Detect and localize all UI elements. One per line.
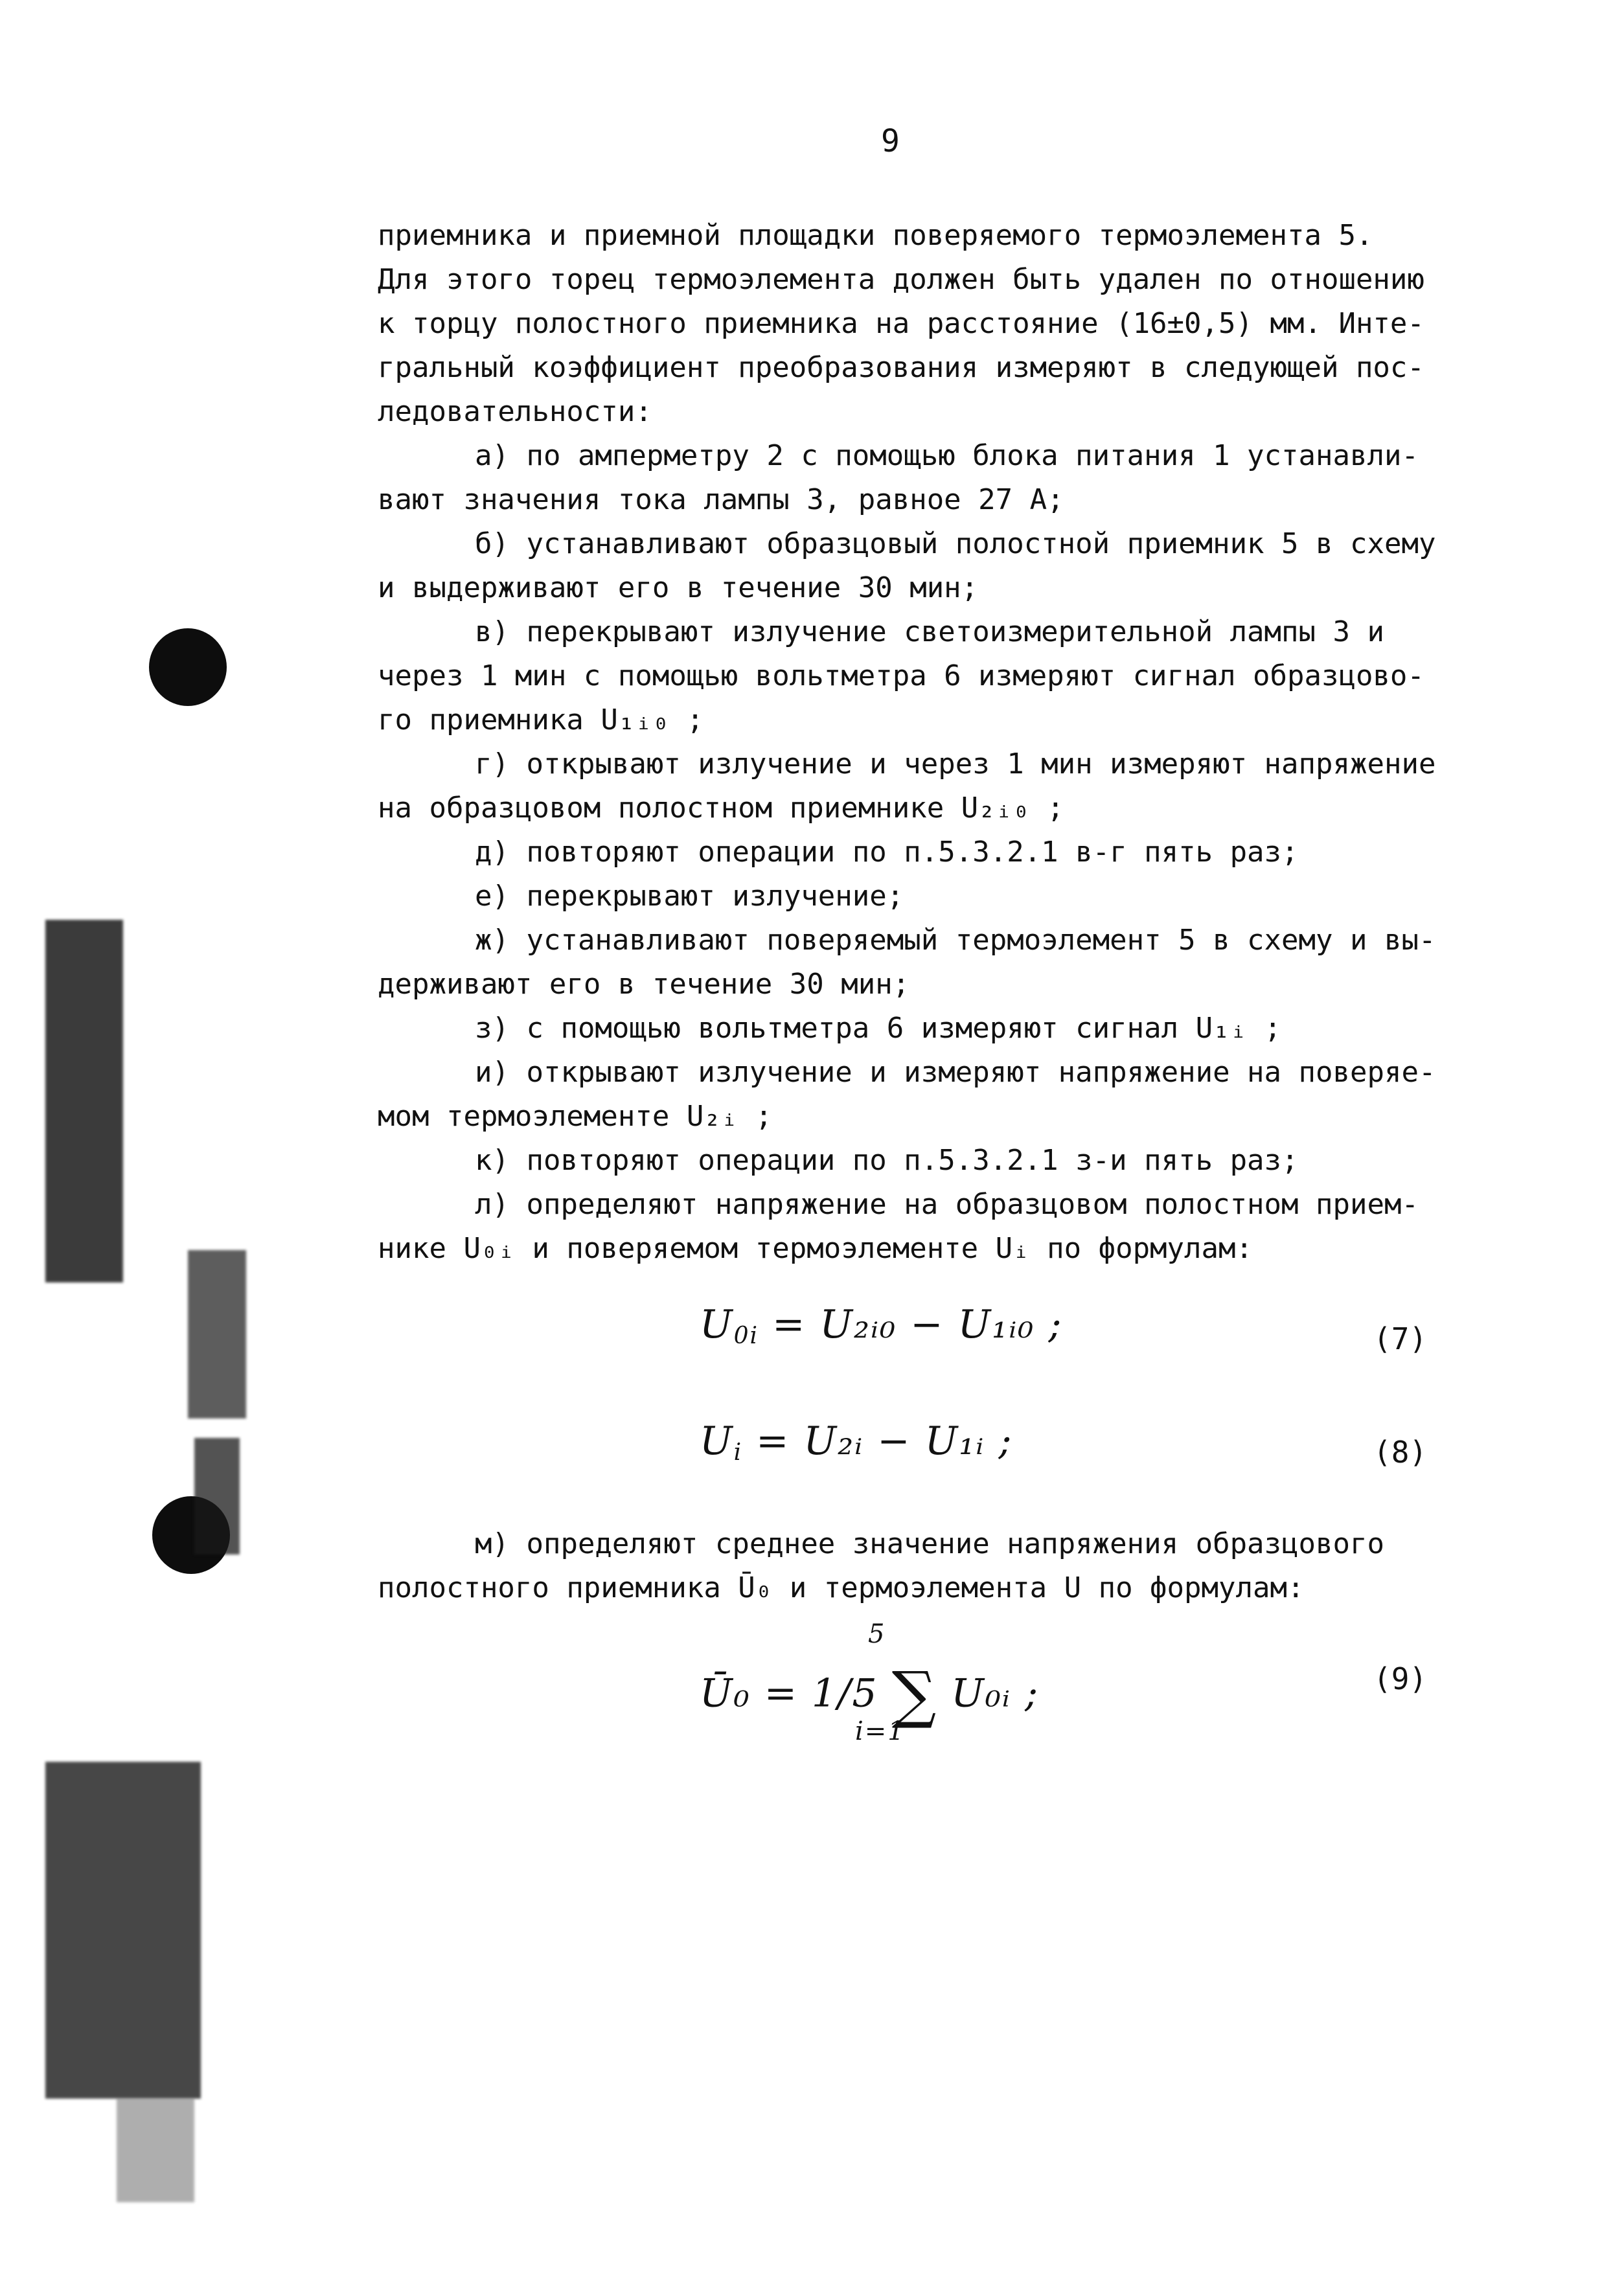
text-line: нике U₀ᵢ и поверяемом термоэлементе Uᵢ по формулам:: [378, 1232, 1253, 1265]
body-text: [378, 214, 1492, 1271]
formula-9-sum-bottom: i=1: [855, 1716, 906, 1746]
scan-smudge: [194, 1438, 240, 1555]
formula-9-number: (9): [1373, 1661, 1428, 1696]
formula-8-number: (8): [1373, 1435, 1428, 1470]
formula-8-rhs: = U₂ᵢ − U₁ᵢ ;: [756, 1418, 1013, 1464]
text-line: гральный коэффициент преобразования измеряют в следующей пос-: [378, 351, 1424, 384]
scan-smudge: [188, 1250, 246, 1418]
text-line: к) повторяют операции по п.5.3.2.1 з-и пять раз;: [475, 1144, 1299, 1177]
text-line: к торцу полостного приемника на расстояние (16±0,5) мм. Инте-: [378, 307, 1424, 340]
text-line: Для этого торец термоэлемента должен быть удален по отношению: [378, 263, 1424, 296]
text-line: г) открывают излучение и через 1 мин измеряют напряжение: [475, 747, 1436, 780]
text-line: б) устанавливают образцовый полостной приемник 5 в схему: [475, 527, 1436, 560]
text-line: и выдерживают его в течение 30 мин;: [378, 571, 979, 604]
formula-8-lhs-sub: i: [733, 1439, 743, 1466]
text-line: л) определяют напряжение на образцовом полостном прием-: [475, 1188, 1419, 1221]
scan-smudge: [45, 1762, 201, 2099]
text-line: з) с помощью вольтметра 6 измеряют сигнал U₁ᵢ ;: [475, 1012, 1282, 1045]
formula-9-body: U₀ᵢ ;: [951, 1670, 1040, 1716]
text-line: ж) устанавливают поверяемый термоэлемент 5 в схему и вы-: [475, 924, 1436, 957]
page-number: 9: [881, 123, 900, 159]
text-line: приемника и приемной площадки поверяемого термоэлемента 5.: [378, 219, 1373, 252]
formula-7-lhs-sub: 0i: [733, 1323, 759, 1349]
text-line: м) определяют среднее значение напряжения образцового: [475, 1527, 1384, 1560]
formula-8-lhs: U: [700, 1418, 734, 1464]
formula-9-frac: 1/5: [812, 1670, 878, 1716]
scan-smudge: [117, 2099, 194, 2202]
sum-symbol-icon: ∑: [891, 1658, 938, 1731]
scan-smudge: [45, 920, 123, 1282]
text-line: вают значения тока лампы 3, равное 27 А;: [378, 483, 1064, 516]
formula-9-sum-top: 5: [868, 1619, 886, 1649]
formula-7-rhs: = U₂ᵢ₀ − U₁ᵢ₀ ;: [772, 1302, 1063, 1347]
text-line: д) повторяют операции по п.5.3.2.1 в-г пять раз;: [475, 836, 1299, 869]
text-line: полостного приемника Ū₀ и термоэлемента U по формулам:: [378, 1571, 1305, 1604]
text-line: и) открывают излучение и измеряют напряжение на поверяе-: [475, 1056, 1436, 1089]
body-text-2: [378, 1522, 1492, 1610]
text-line: в) перекрывают излучение светоизмерительной лампы 3 и: [475, 615, 1384, 648]
formula-7-lhs: U: [700, 1302, 734, 1347]
text-line: ледовательности:: [378, 395, 652, 428]
text-line: через 1 мин с помощью вольтметра 6 измеряют сигнал образцово-: [378, 659, 1424, 692]
formula-7-number: (7): [1373, 1321, 1428, 1356]
punch-hole-mark-top: [149, 628, 227, 706]
formula-9-lhs: Ū₀ =: [700, 1670, 812, 1716]
text-line: а) по амперметру 2 с помощью блока питания 1 устанавли-: [475, 439, 1419, 472]
text-line: мом термоэлементе U₂ᵢ ;: [378, 1100, 773, 1133]
text-line: на образцовом полостном приемнике U₂ᵢ₀ ;: [378, 792, 1064, 825]
text-line: го приемника U₁ᵢ₀ ;: [378, 703, 704, 736]
text-line: держивают его в течение 30 мин;: [378, 968, 910, 1001]
text-line: е) перекрывают излучение;: [475, 880, 904, 913]
